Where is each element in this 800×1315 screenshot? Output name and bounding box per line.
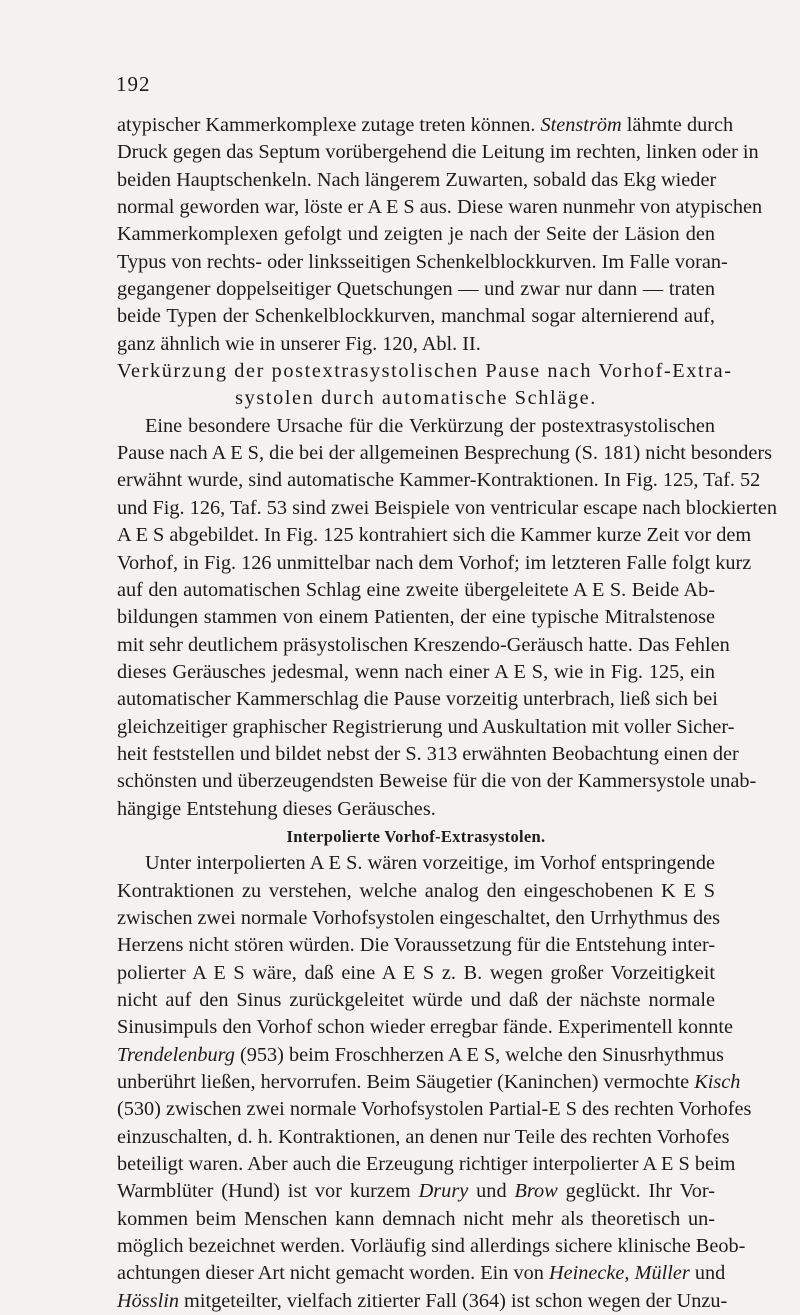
author-name: Brow — [514, 1180, 558, 1203]
text-line: Typus von rechts- oder linksseitigen Schenkelblockkurven. Im Falle voran- — [117, 250, 728, 273]
text-line: Vorhof, in Fig. 126 unmittelbar nach dem Vorhof; im letzteren Falle folgt kurz — [117, 551, 752, 574]
text-line: Druck gegen das Septum vorübergehend die Leitung im rechten, linken oder in — [117, 141, 759, 164]
text-line: polierter A E S wäre, daß eine A E S z. B. wegen großer Vorzeitigkeit — [117, 961, 715, 984]
text-line: Kammerkomplexen gefolgt und zeigten je nach der Seite der Läsion den — [117, 223, 715, 246]
text-line: kommen beim Menschen kann demnach nicht mehr als theoretisch un- — [117, 1207, 715, 1230]
text-line: A E S abgebildet. In Fig. 125 kontrahiert sich die Kammer kurze Zeit vor dem — [117, 524, 752, 547]
body-text — [117, 112, 777, 1315]
text-line: Sinusimpuls den Vorhof schon wieder erregbar fände. Experimentell konnte — [117, 1016, 733, 1039]
text-line: Trendelenburg (953) beim Froschherzen A E S, welche den Sinusrhythmus — [117, 1043, 724, 1066]
text-line: Herzens nicht stören würden. Die Voraussetzung für die Entstehung inter- — [117, 934, 716, 957]
text-line: mit sehr deutlichem präsystolischen Kreszendo-Geräusch hatte. Das Fehlen — [117, 633, 730, 656]
author-name: Kisch — [694, 1071, 741, 1094]
author-name: Drury — [418, 1180, 469, 1203]
text-line: atypischer Kammerkomplexe zutage treten können. Stenström lähmte durch — [117, 114, 734, 136]
text-line: automatischer Kammerschlag die Pause vorzeitig unterbrach, ließ sich bei — [117, 688, 718, 711]
text-line: achtungen dieser Art nicht gemacht worden. Ein von Heinecke, Müller und — [117, 1262, 726, 1285]
section-heading: Verkürzung der postextrasystolischen Pause nach Vorhof-Extra- — [117, 360, 733, 383]
text-line: ganz ähnlich wie in unserer Fig. 120, Abl. II. — [117, 332, 481, 355]
text-line: auf den automatischen Schlag eine zweite übergeleitete A E S. Beide Ab- — [117, 578, 715, 601]
author-name: Stenström — [540, 114, 622, 136]
text-line: heit feststellen und bildet nebst der S. 313 erwähnten Beobachtung einen der — [117, 742, 739, 765]
text-line: beide Typen der Schenkelblockkurven, manchmal sogar alternierend auf, — [117, 305, 715, 328]
text-line: normal geworden war, löste er A E S aus. Diese waren nunmehr von atypischen — [117, 196, 763, 219]
text-line: beiden Hauptschenkeln. Nach längerem Zuwarten, sobald das Ekg wieder — [117, 168, 717, 191]
author-name: Heinecke — [548, 1262, 625, 1285]
text-line: bildungen stammen von einem Patienten, der eine typische Mitralstenose — [117, 606, 715, 629]
text-line: gleichzeitiger graphischer Registrierung und Auskultation mit voller Sicher- — [117, 715, 735, 738]
text-line: Kontraktionen zu verstehen, welche analog den eingeschobenen K E S — [117, 879, 715, 902]
text-line: möglich bezeichnet werden. Vorläufig sind allerdings sichere klinische Beob- — [117, 1235, 746, 1258]
subsection-heading: Interpolierte Vorhof-Extrasystolen. — [286, 826, 546, 846]
section-heading: systolen durch automatische Schläge. — [235, 387, 597, 410]
text-line: zwischen zwei normale Vorhofsystolen eingeschaltet, den Urrhythmus des — [117, 906, 721, 929]
author-name: Hösslin — [117, 1289, 179, 1312]
text-line: (530) zwischen zwei normale Vorhofsystolen Partial-E S des rechten Vorhofes — [117, 1098, 752, 1121]
author-name: Müller — [634, 1262, 690, 1285]
text-line: einzuschalten, d. h. Kontraktionen, an denen nur Teile des rechten Vorhofes — [117, 1125, 730, 1148]
text-line: und Fig. 126, Taf. 53 sind zwei Beispiele von ventricular escape nach blockierten — [117, 496, 777, 519]
text-line: Hösslin mitgeteilter, vielfach zitierter Fall (364) ist schon wegen der Unzu- — [117, 1289, 728, 1312]
author-name: Trendelenburg — [117, 1043, 235, 1066]
text-line: unberührt ließen, hervorrufen. Beim Säugetier (Kaninchen) vermochte Kisch — [117, 1071, 741, 1094]
text-line: Unter interpolierten A E S. wären vorzeitige, im Vorhof entspringende — [145, 852, 715, 875]
text-line: Eine besondere Ursache für die Verkürzung der postextrasystolischen — [145, 414, 715, 437]
text-line: Pause nach A E S, die bei der allgemeinen Besprechung (S. 181) nicht besonders — [117, 442, 773, 465]
text-line: gegangener doppelseitiger Quetschungen — und zwar nur dann — traten — [117, 278, 715, 301]
text-line: hängige Entstehung dieses Geräusches. — [117, 797, 436, 820]
text-line: dieses Geräusches jedesmal, wenn nach einer A E S, wie in Fig. 125, ein — [117, 660, 715, 683]
text-line: nicht auf den Sinus zurückgeleitet würde und daß der nächste normale — [117, 989, 715, 1011]
page-number: 192 — [116, 72, 151, 96]
text-line: erwähnt wurde, sind automatische Kammer-Kontraktionen. In Fig. 125, Taf. 52 — [117, 469, 761, 492]
text-line: Warmblüter (Hund) ist vor kurzem Drury und Brow geglückt. Ihr Vor- — [117, 1180, 716, 1203]
text-line: schönsten und überzeugendsten Beweise für die von der Kammersystole unab- — [117, 770, 757, 793]
text-line: beteiligt waren. Aber auch die Erzeugung richtiger interpolierter A E S beim — [117, 1153, 736, 1176]
